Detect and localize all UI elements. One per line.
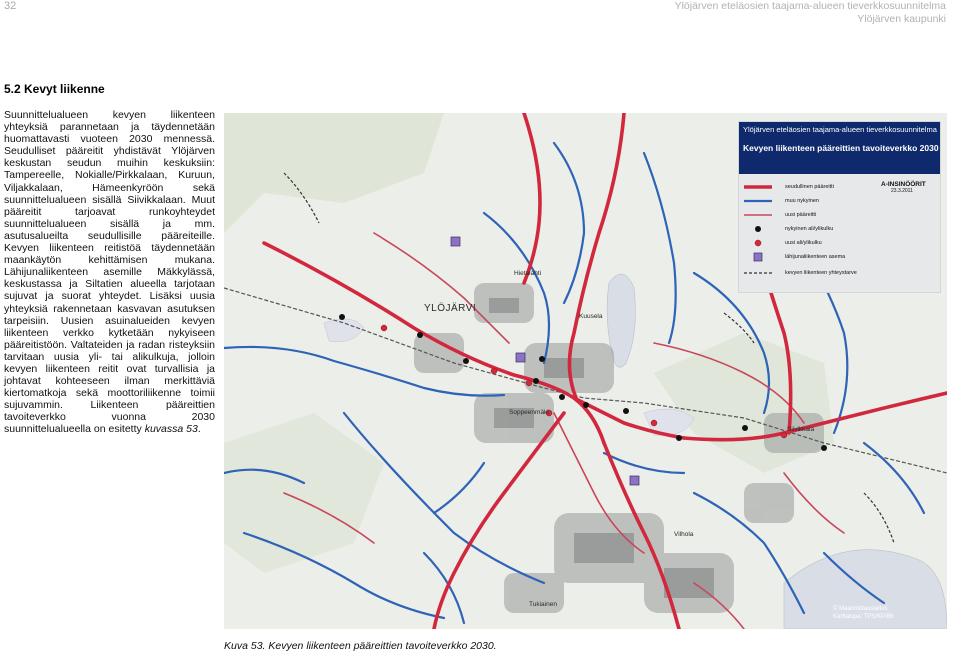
body-paragraph (4, 109, 215, 436)
legend-label: seudullinen pääreitti (785, 184, 834, 190)
body-text-main: Suunnittelualueen kevyen liikenteen yhteyksiä parannetaan ja täydennetään huomattavasti vuoteen 2030 mennessä. Seudulliset pääreitit yhdistävät Ylöjärven keskustan seudun muihin keskuksiin: Tampereelle, Nokialle/Pirkkalaan, Kuruun, Viljakkalaan, Hämeenkyröön sekä suunnittelualueen sisällä Siivikkalaan. Muut pääreitit tarjoavat runkoyhteydet suunnittelualueen sisällä ja mm. asutusalueilta seudullisille pääreiteille. Kevyen liikenteen reitistöä täydennetään maankäytön kehittämisen mukana. Lähijunaliikenteen asemille Mäkkylässä, keskustassa ja Siltatien alueella tarjotaan sujuvat ja suorat yhteydet. Lisäksi uusia yhteyksiä rakennetaan kasvavan asutuksen tarpeisiin. Uusien asuinalueiden kevyen liikenteen verkko kytketään nykyiseen pääreitistöön. Valtateiden ja radan risteyksiin tarvitaan uusia yli- tai alikulkuja, jolloin kevyen liikenteen reitit ovat turvallisia ja johtavat kohteeseen ilman merkittäviä kiertomatkoja sekä moottoriliikenne toimii sujuvammin. Liikenteen pääreittien tavoiteverkko vuonna 2030 suunnittelualueella on esitetty (4, 109, 215, 436)
map-copyright (833, 605, 893, 621)
logo-text: A-INSINÖÖRIT (881, 181, 926, 188)
caption-label: Kuva 53. (224, 640, 266, 652)
legend-title-line-2: Kevyen liikenteen pääreittien tavoiteverkko 2030 (743, 143, 939, 153)
place-label-kuusela: Kuusela (579, 313, 603, 320)
figure-reference: kuvassa 53 (144, 423, 198, 436)
running-head-line-2: Ylöjärven kaupunki (857, 12, 946, 25)
copyright-line-2: Karttalupa: TPS/KP/86 (833, 614, 894, 620)
place-label-soppeenmaki: Soppeenmäki (509, 409, 549, 416)
running-head (675, 0, 946, 25)
legend-title-line-1: Ylöjärven eteläosien taajama-alueen tieverkkosuunnitelma (743, 125, 937, 134)
place-label-tukiainen: Tukiainen (529, 601, 557, 608)
legend-label: kevyen liikenteen yhteystarve (785, 270, 857, 276)
page-number: 32 (4, 0, 17, 12)
route-map (224, 113, 947, 629)
legend-label: muu nykyinen (785, 198, 819, 204)
company-logo (881, 181, 926, 194)
place-label-ylojarvi: YLÖJÄRVI (424, 303, 477, 314)
legend-label: lähijunaliikenteen asema (785, 254, 846, 260)
place-label-vilhola: Vilhola (674, 531, 694, 538)
legend-purple-square-icon (743, 252, 773, 262)
body-text (4, 109, 215, 436)
legend-header (739, 122, 940, 174)
legend-dashed-line-icon (743, 268, 773, 278)
legend-thick-red-line-icon (743, 182, 773, 192)
running-head-line-1: Ylöjärven eteläosien taajama-alueen tieverkkosuunnitelma (674, 0, 946, 12)
place-label-hietalahti: Hietalahti (514, 270, 542, 277)
legend-black-dot-icon (743, 224, 773, 234)
legend-label: uusi pääreitti (785, 212, 817, 218)
legend-label: nykyinen ali/ylikulku (785, 226, 834, 232)
place-label-siivikkala: Siivikkala (787, 426, 815, 433)
caption-text: Kevyen liikenteen pääreittien tavoiteverkko 2030. (268, 640, 497, 652)
legend-red-dot-icon (743, 238, 773, 248)
section-title: 5.2 Kevyt liikenne (4, 82, 105, 96)
legend-date: 23.3.2011 (891, 188, 913, 194)
legend-thin-red-line-icon (743, 210, 773, 220)
legend-label: uusi ali/ylikulku (785, 240, 822, 246)
copyright-line-1: © Maanmittauslaitos (833, 606, 888, 612)
figure-caption (224, 640, 497, 652)
legend-blue-line-icon (743, 196, 773, 206)
body-text-end: . (197, 423, 201, 436)
map-legend (739, 122, 940, 292)
